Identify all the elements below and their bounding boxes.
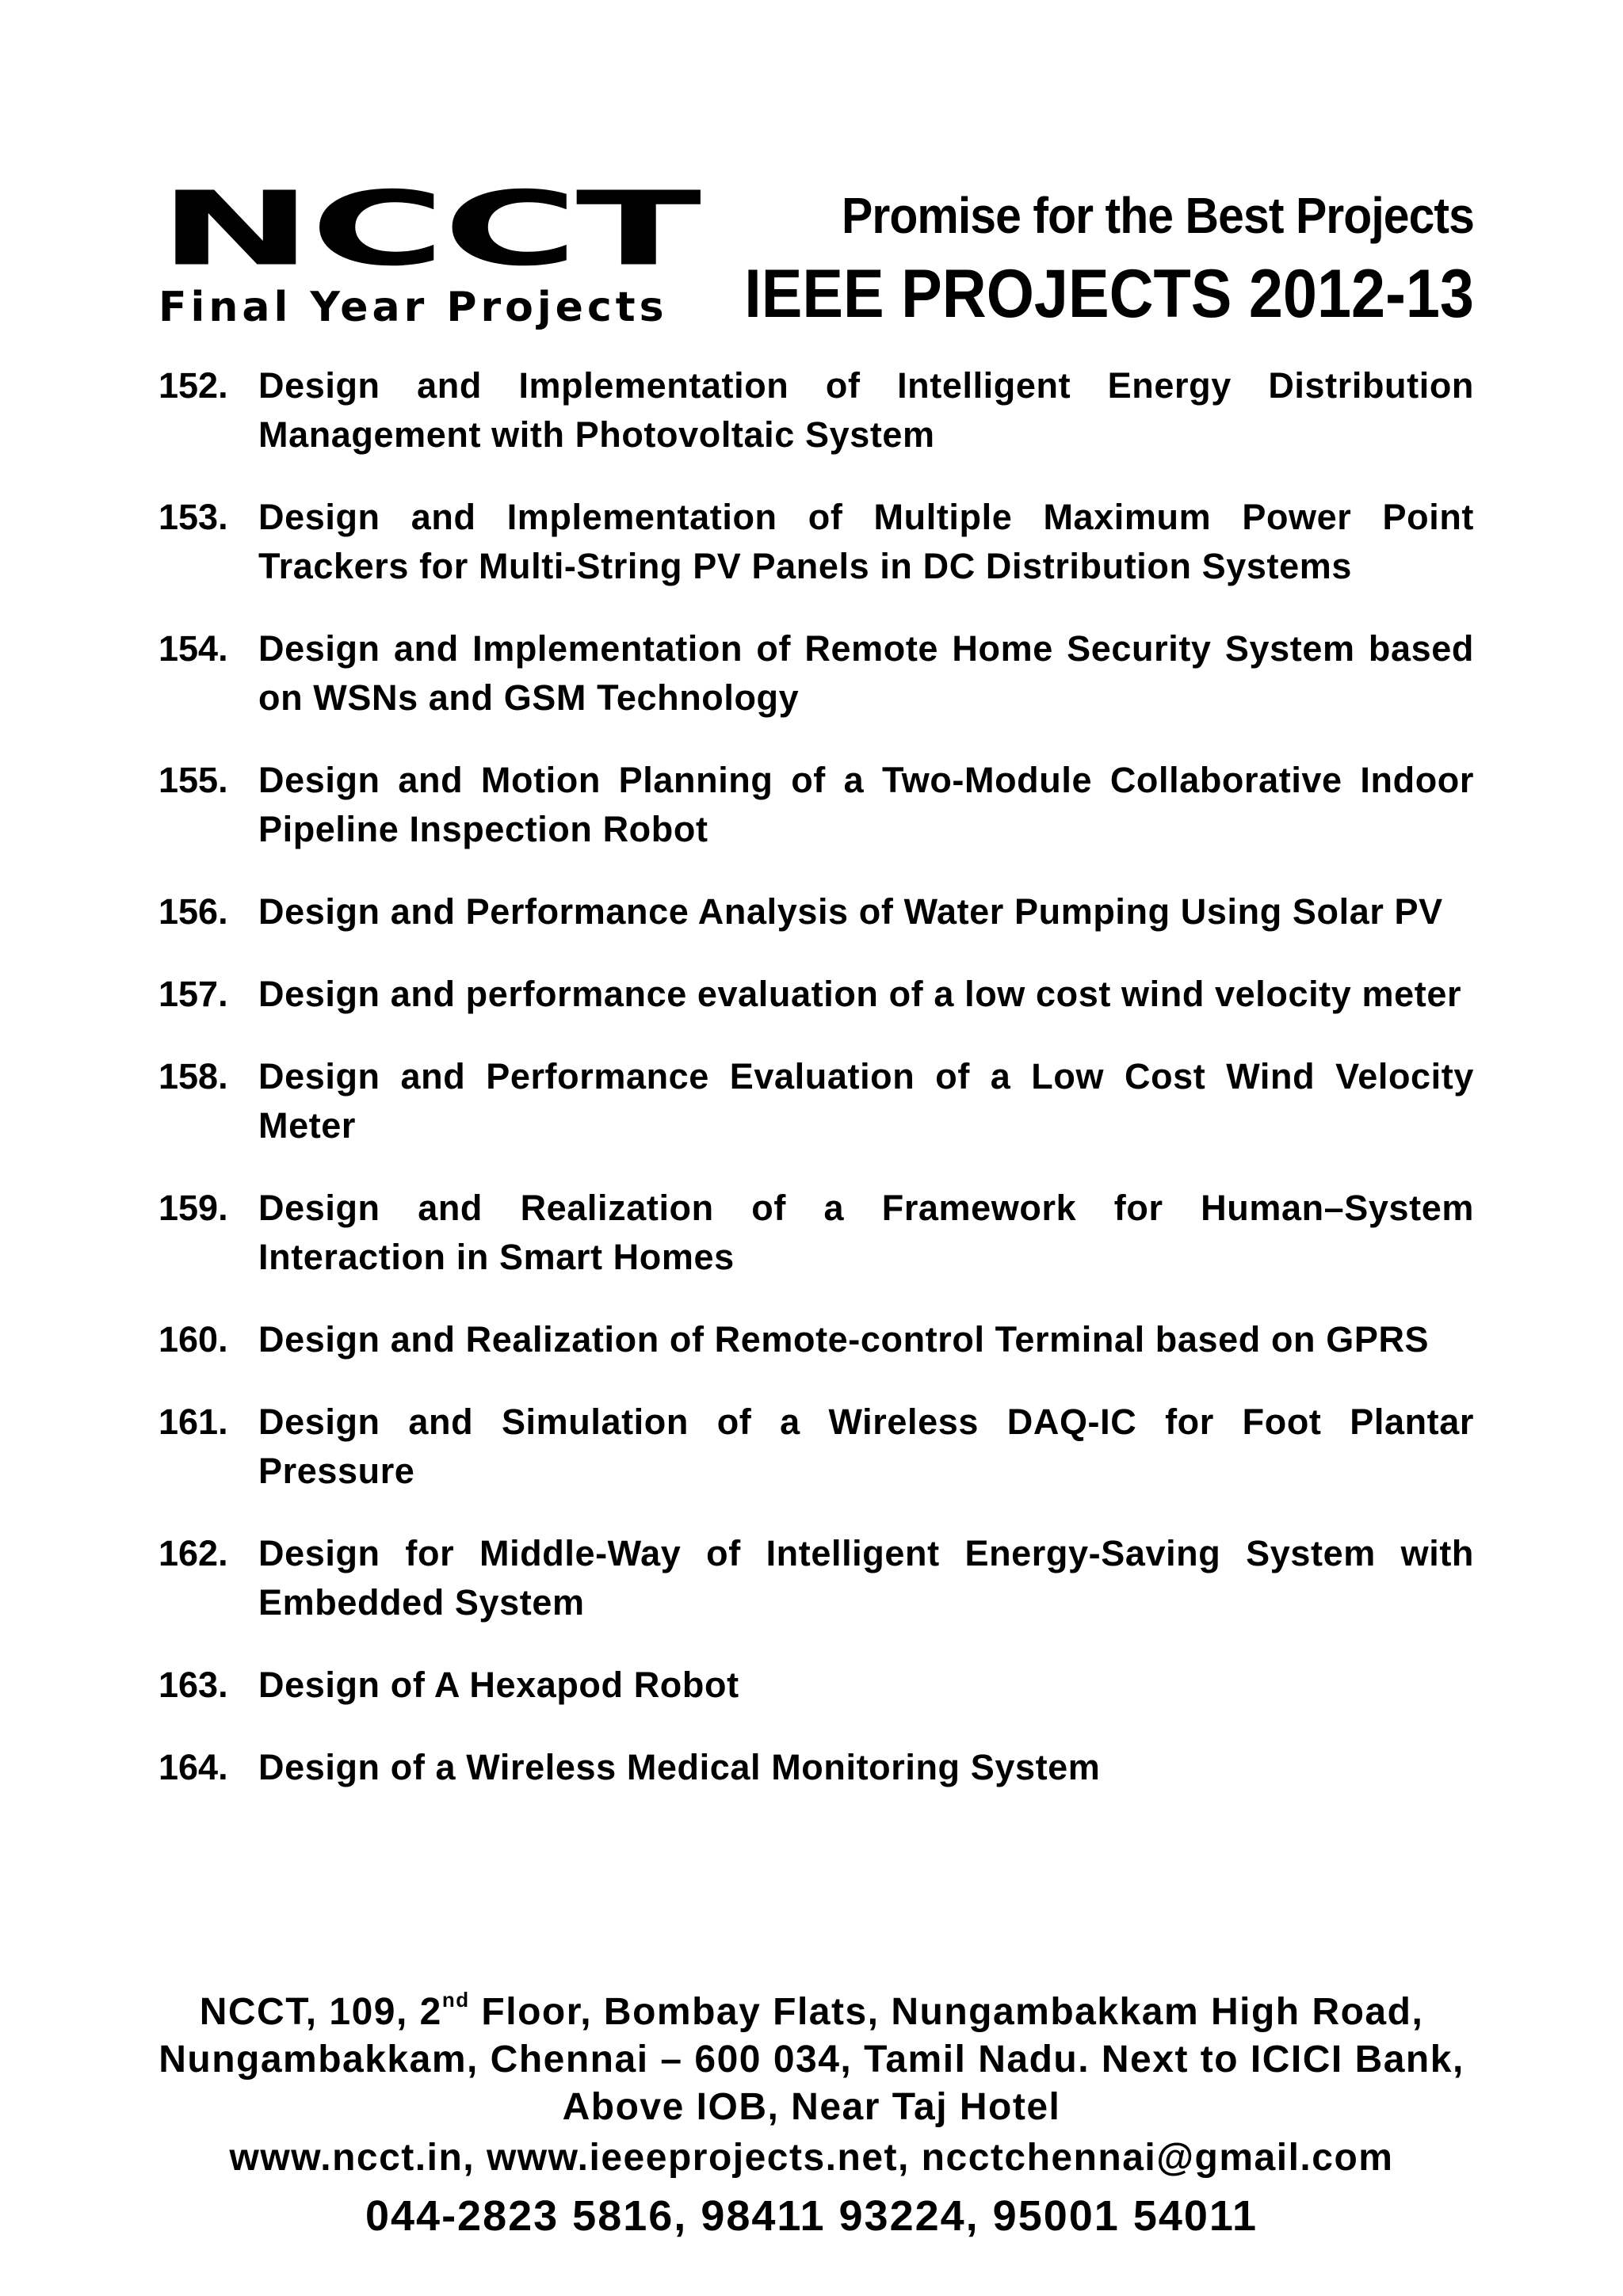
- item-number: 160.: [158, 1319, 228, 1360]
- list-item: [158, 361, 1474, 460]
- item-number: 159.: [158, 1188, 228, 1228]
- list-item: [158, 756, 1474, 854]
- list-item: [158, 1315, 1474, 1364]
- item-number: 152.: [158, 365, 228, 406]
- item-title: Design and Motion Planning of a Two-Module Collaborative Indoor Pipeline Inspection Robot: [258, 760, 1474, 849]
- list-item: [158, 1184, 1474, 1282]
- item-number: 163.: [158, 1665, 228, 1705]
- ncct-logo: NCCT: [158, 170, 700, 289]
- project-list: [158, 361, 1474, 1825]
- page-heading: IEEE PROJECTS 2012-13: [744, 256, 1474, 332]
- item-title: Design and Implementation of Intelligent Energy Distribution Management with Photovoltaic System: [258, 365, 1474, 455]
- address-part-1: NCCT, 109, 2: [199, 1991, 442, 2033]
- footer-websites: www.ncct.in, www.ieeeprojects.net, ncctchennai@gmail.com: [229, 2137, 1394, 2179]
- item-title: Design and Implementation of Remote Home Security System based on WSNs and GSM Technology: [258, 628, 1474, 718]
- item-title: Design for Middle-Way of Intelligent Energy-Saving System with Embedded System: [258, 1533, 1474, 1623]
- item-title: Design and Simulation of a Wireless DAQ-IC for Foot Plantar Pressure: [258, 1402, 1474, 1491]
- address-superscript: nd: [441, 1988, 470, 2012]
- item-title: Design and performance evaluation of a low cost wind velocity meter: [258, 974, 1462, 1014]
- header-tagline-block: [663, 184, 1474, 333]
- item-title: Design of a Wireless Medical Monitoring System: [258, 1747, 1101, 1787]
- footer-phones: 044-2823 5816, 98411 93224, 95001 54011: [365, 2192, 1258, 2240]
- footer-address: [119, 1989, 1504, 2131]
- list-item: [158, 493, 1474, 591]
- list-item: [158, 624, 1474, 723]
- item-title: Design and Realization of a Framework for Human–System Interaction in Smart Homes: [258, 1188, 1474, 1277]
- list-item: [158, 970, 1474, 1019]
- list-item: [158, 1743, 1474, 1792]
- item-number: 153.: [158, 497, 228, 537]
- item-title: Design and Implementation of Multiple Maximum Power Point Trackers for Multi-String PV Panels in DC Distribution Systems: [258, 497, 1474, 586]
- item-number: 157.: [158, 974, 228, 1014]
- item-number: 155.: [158, 760, 228, 800]
- logo-subtitle: Final Year Projects: [158, 284, 668, 331]
- item-title: Design and Realization of Remote-control Terminal based on GPRS: [258, 1319, 1430, 1360]
- list-item: [158, 1661, 1474, 1710]
- item-number: 162.: [158, 1533, 228, 1573]
- item-number: 164.: [158, 1747, 228, 1787]
- item-title: Design of A Hexapod Robot: [258, 1665, 739, 1705]
- list-item: [158, 1398, 1474, 1496]
- item-number: 154.: [158, 628, 228, 669]
- address-part-2: Floor, Bombay Flats, Nungambakkam High Road, Nungambakkam, Chennai – 600 034, Tamil Nadu. Next to ICICI Bank, Above IOB, Near Taj Hotel: [158, 1991, 1465, 2128]
- list-item: [158, 1052, 1474, 1150]
- brand-block: [158, 170, 713, 331]
- tagline: Promise for the Best Projects: [842, 187, 1474, 244]
- list-item: [158, 1529, 1474, 1627]
- item-number: 156.: [158, 891, 228, 932]
- item-number: 161.: [158, 1402, 228, 1442]
- item-title: Design and Performance Evaluation of a Low Cost Wind Velocity Meter: [258, 1056, 1474, 1146]
- contact-footer: [119, 1989, 1504, 2244]
- item-number: 158.: [158, 1056, 228, 1097]
- list-item: [158, 887, 1474, 936]
- item-title: Design and Performance Analysis of Water Pumping Using Solar PV: [258, 891, 1443, 932]
